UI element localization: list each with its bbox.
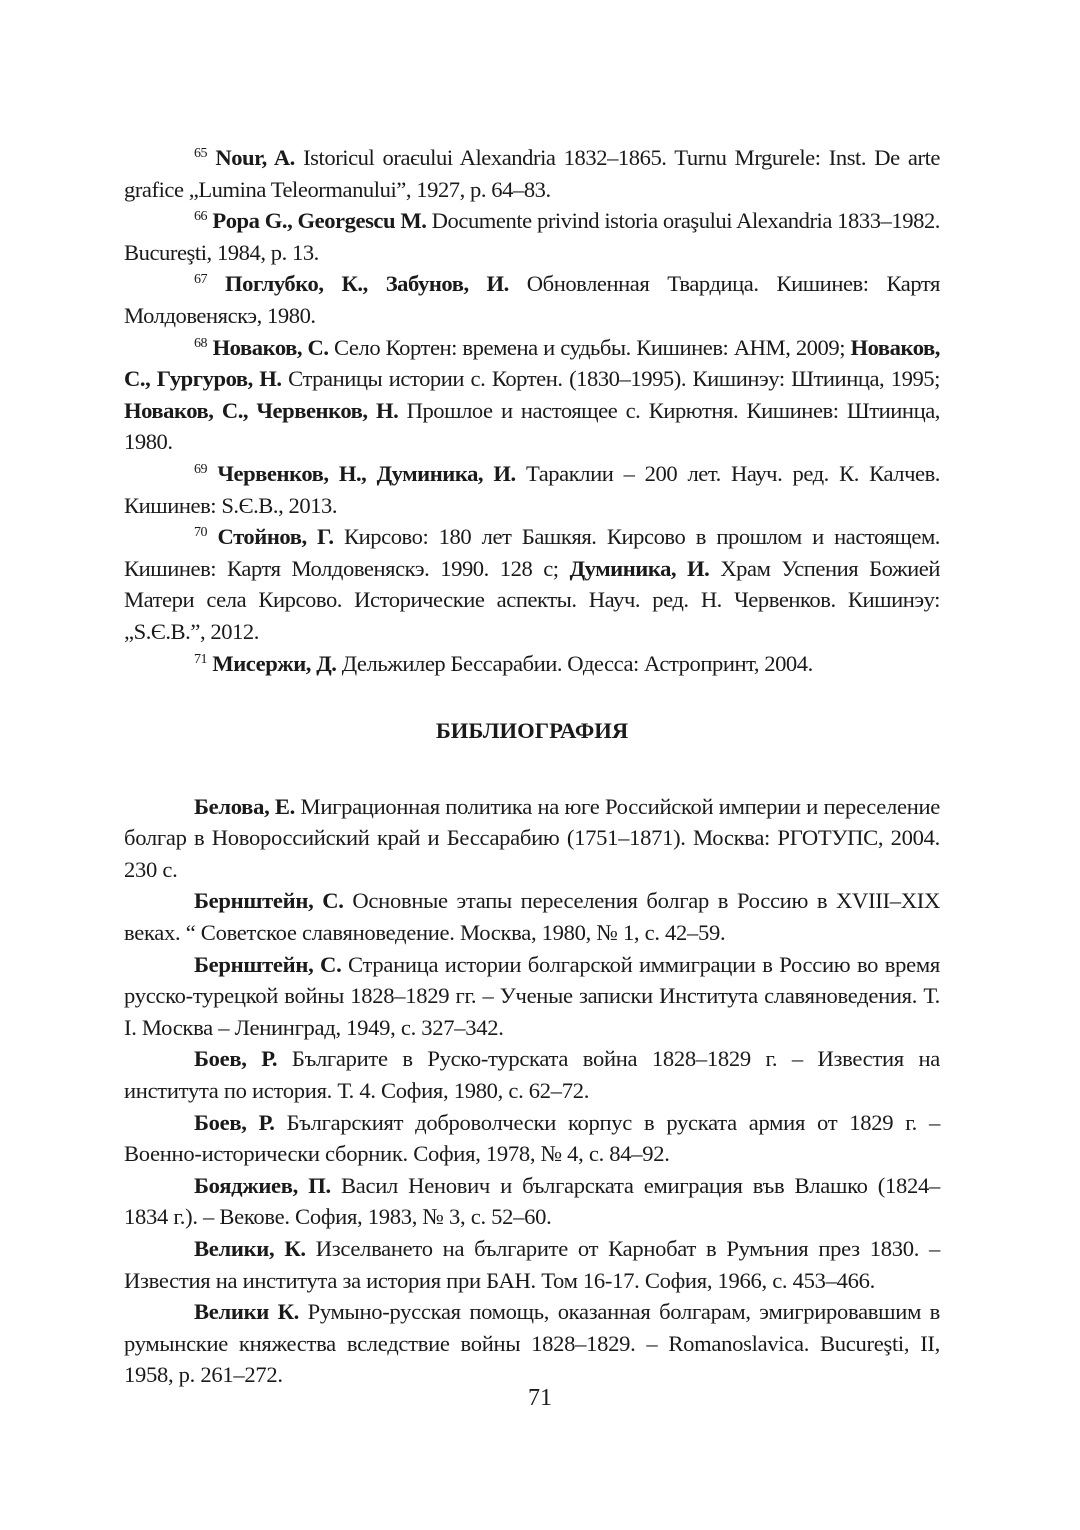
author-name: Мисержи, Д.	[212, 650, 337, 676]
citation-text: Миграционная политика на юге Российской империи и переселение болгар в Новороссийский край и Бессарабию (1751–1871). Москва: РГОТУПС, 2004. 230 с.	[124, 793, 941, 882]
footnote-number: 65	[194, 146, 208, 161]
citation-text: Изселването на българите от Карнобат в Румъния през 1830. – Известия на института за история при БАН. Том 16-17. София, 1966, с. 453–466.	[124, 1236, 941, 1293]
citation-text: Страницы истории с. Кортен. (1830–1995). Кишинэу: Штиинца, 1995;	[281, 366, 940, 392]
author-name: Новаков, С.	[212, 334, 329, 360]
citation-text: Istoricul oraєului Alexandria 1832–1865. Turnu Mrgurele: Inst. De arte grafice „Lumina Teleormanului”, 1927, p. 64–83.	[124, 145, 940, 202]
citation-text: Прошлое и настоящее с. Кирютня. Кишинев: Штиинца, 1980.	[124, 397, 940, 455]
author-name: Червенков, Н., Думиника, И.	[217, 460, 516, 486]
citation-text: Село Кортен: времена и судьбы. Кишинев: АНМ, 2009;	[328, 334, 851, 360]
footnote-number: 66	[194, 209, 208, 225]
author-name: Белова, Е.	[194, 793, 296, 819]
bibliography-entry	[124, 791, 940, 886]
footnote	[124, 205, 940, 268]
footnote	[124, 648, 940, 680]
citation-text: Храм Успения Божией Матери села Кирсово. Исторические аспекты. Науч. ред. Н. Червенков. Кишинэу: „S.Є.В.”, 2012.	[124, 555, 940, 644]
footnote	[124, 521, 940, 647]
author-name: Бернштейн, С.	[194, 888, 344, 914]
citation-text: Documente privind istoria oraşului Alexandria 1833–1982. Bucureşti, 1984, p. 13.	[124, 208, 941, 265]
footnote	[124, 142, 940, 205]
author-name: Popa G., Georgescu M.	[212, 208, 427, 234]
bibliography-entry	[124, 1170, 940, 1233]
footnotes-section	[124, 142, 940, 679]
author-name: Бояджиев, П.	[194, 1172, 331, 1198]
author-name: Поглубко, К., Забунов, И.	[225, 271, 509, 297]
bibliography-entry	[124, 1296, 940, 1391]
author-name: Велики, К.	[194, 1236, 306, 1261]
citation-text: Българите в Руско-турската война 1828–1829 г. – Известия на института по история. Т. 4. София, 1980, с. 62–72.	[124, 1046, 940, 1104]
bibliography-entry	[124, 1043, 940, 1106]
author-name: Nour, A.	[215, 145, 295, 170]
citation-text: Тараклии – 200 лет. Науч. ред. К. Калчев. Кишинев: S.Є.В., 2013.	[124, 460, 940, 518]
footnote	[124, 332, 940, 458]
author-name: Новаков, С., Червенков, Н.	[124, 397, 399, 423]
citation-text: Обновленная Твардица. Кишинев: Картя Молдовеняскэ, 1980.	[124, 271, 941, 328]
footnote-number: 68	[194, 335, 208, 351]
footnote-number: 71	[194, 651, 208, 667]
author-name: Велики К.	[194, 1299, 300, 1325]
author-name: Думиника, И.	[569, 555, 710, 581]
page-number: 71	[528, 1385, 552, 1411]
citation-text: Кирсово: 180 лет Башкяя. Кирсово в прошлом и настоящем. Кишинев: Картя Молдовеняскэ. 1990. 128 с;	[124, 524, 940, 581]
bibliography-entry	[124, 949, 940, 1044]
citation-text: Българският доброволчески корпус в руската армия от 1829 г. – Военно-исторически сборник. София, 1978, № 4, с. 84–92.	[124, 1109, 940, 1167]
page-content	[124, 142, 940, 1391]
citation-text: Васил Ненович и българската емиграция във Влашко (1824–1834 г.). – Векове. София, 1983, № 3, с. 52–60.	[124, 1172, 940, 1230]
footnote-number: 67	[194, 272, 208, 288]
footnote-number: 70	[194, 525, 208, 541]
citation-text: Страница истории болгарской иммиграции в Россию во время русско-турецкой войны 1828–1829 гг. – Ученые записки Института славяноведения. Т. I. Москва – Ленинград, 1949, с. 327–342.	[124, 951, 940, 1040]
bibliography-entry	[124, 1233, 940, 1296]
citation-text: Дельжилер Бессарабии. Одесса: Астропринт, 2004.	[336, 650, 813, 676]
author-name: Боев, Р.	[194, 1109, 275, 1135]
bibliography-entry	[124, 885, 940, 948]
citation-text: Румыно-русская помощь, оказанная болгарам, эмигрировавшим в румынские княжества вследствие войны 1828–1829. – Romanoslavica. Bucureşti, II, 1958, p. 261–272.	[124, 1299, 940, 1388]
author-name: Боев, Р.	[194, 1046, 278, 1072]
section-heading: БИБЛИОГРАФИЯ	[435, 718, 629, 744]
footnote	[124, 458, 940, 521]
author-name: Стойнов, Г.	[217, 524, 334, 550]
author-name: Новаков, С., Гургуров, Н.	[124, 334, 941, 392]
bibliography-list	[124, 791, 940, 1391]
citation-text: Основные этапы переселения болгар в Россию в XVIII–XIX веках. “ Советское славяноведение. Москва, 1980, № 1, с. 42–59.	[124, 888, 940, 946]
bibliography-entry	[124, 1107, 940, 1170]
footnote-number: 69	[194, 461, 208, 477]
author-name: Бернштейн, С.	[194, 951, 342, 977]
footnote	[124, 268, 940, 331]
